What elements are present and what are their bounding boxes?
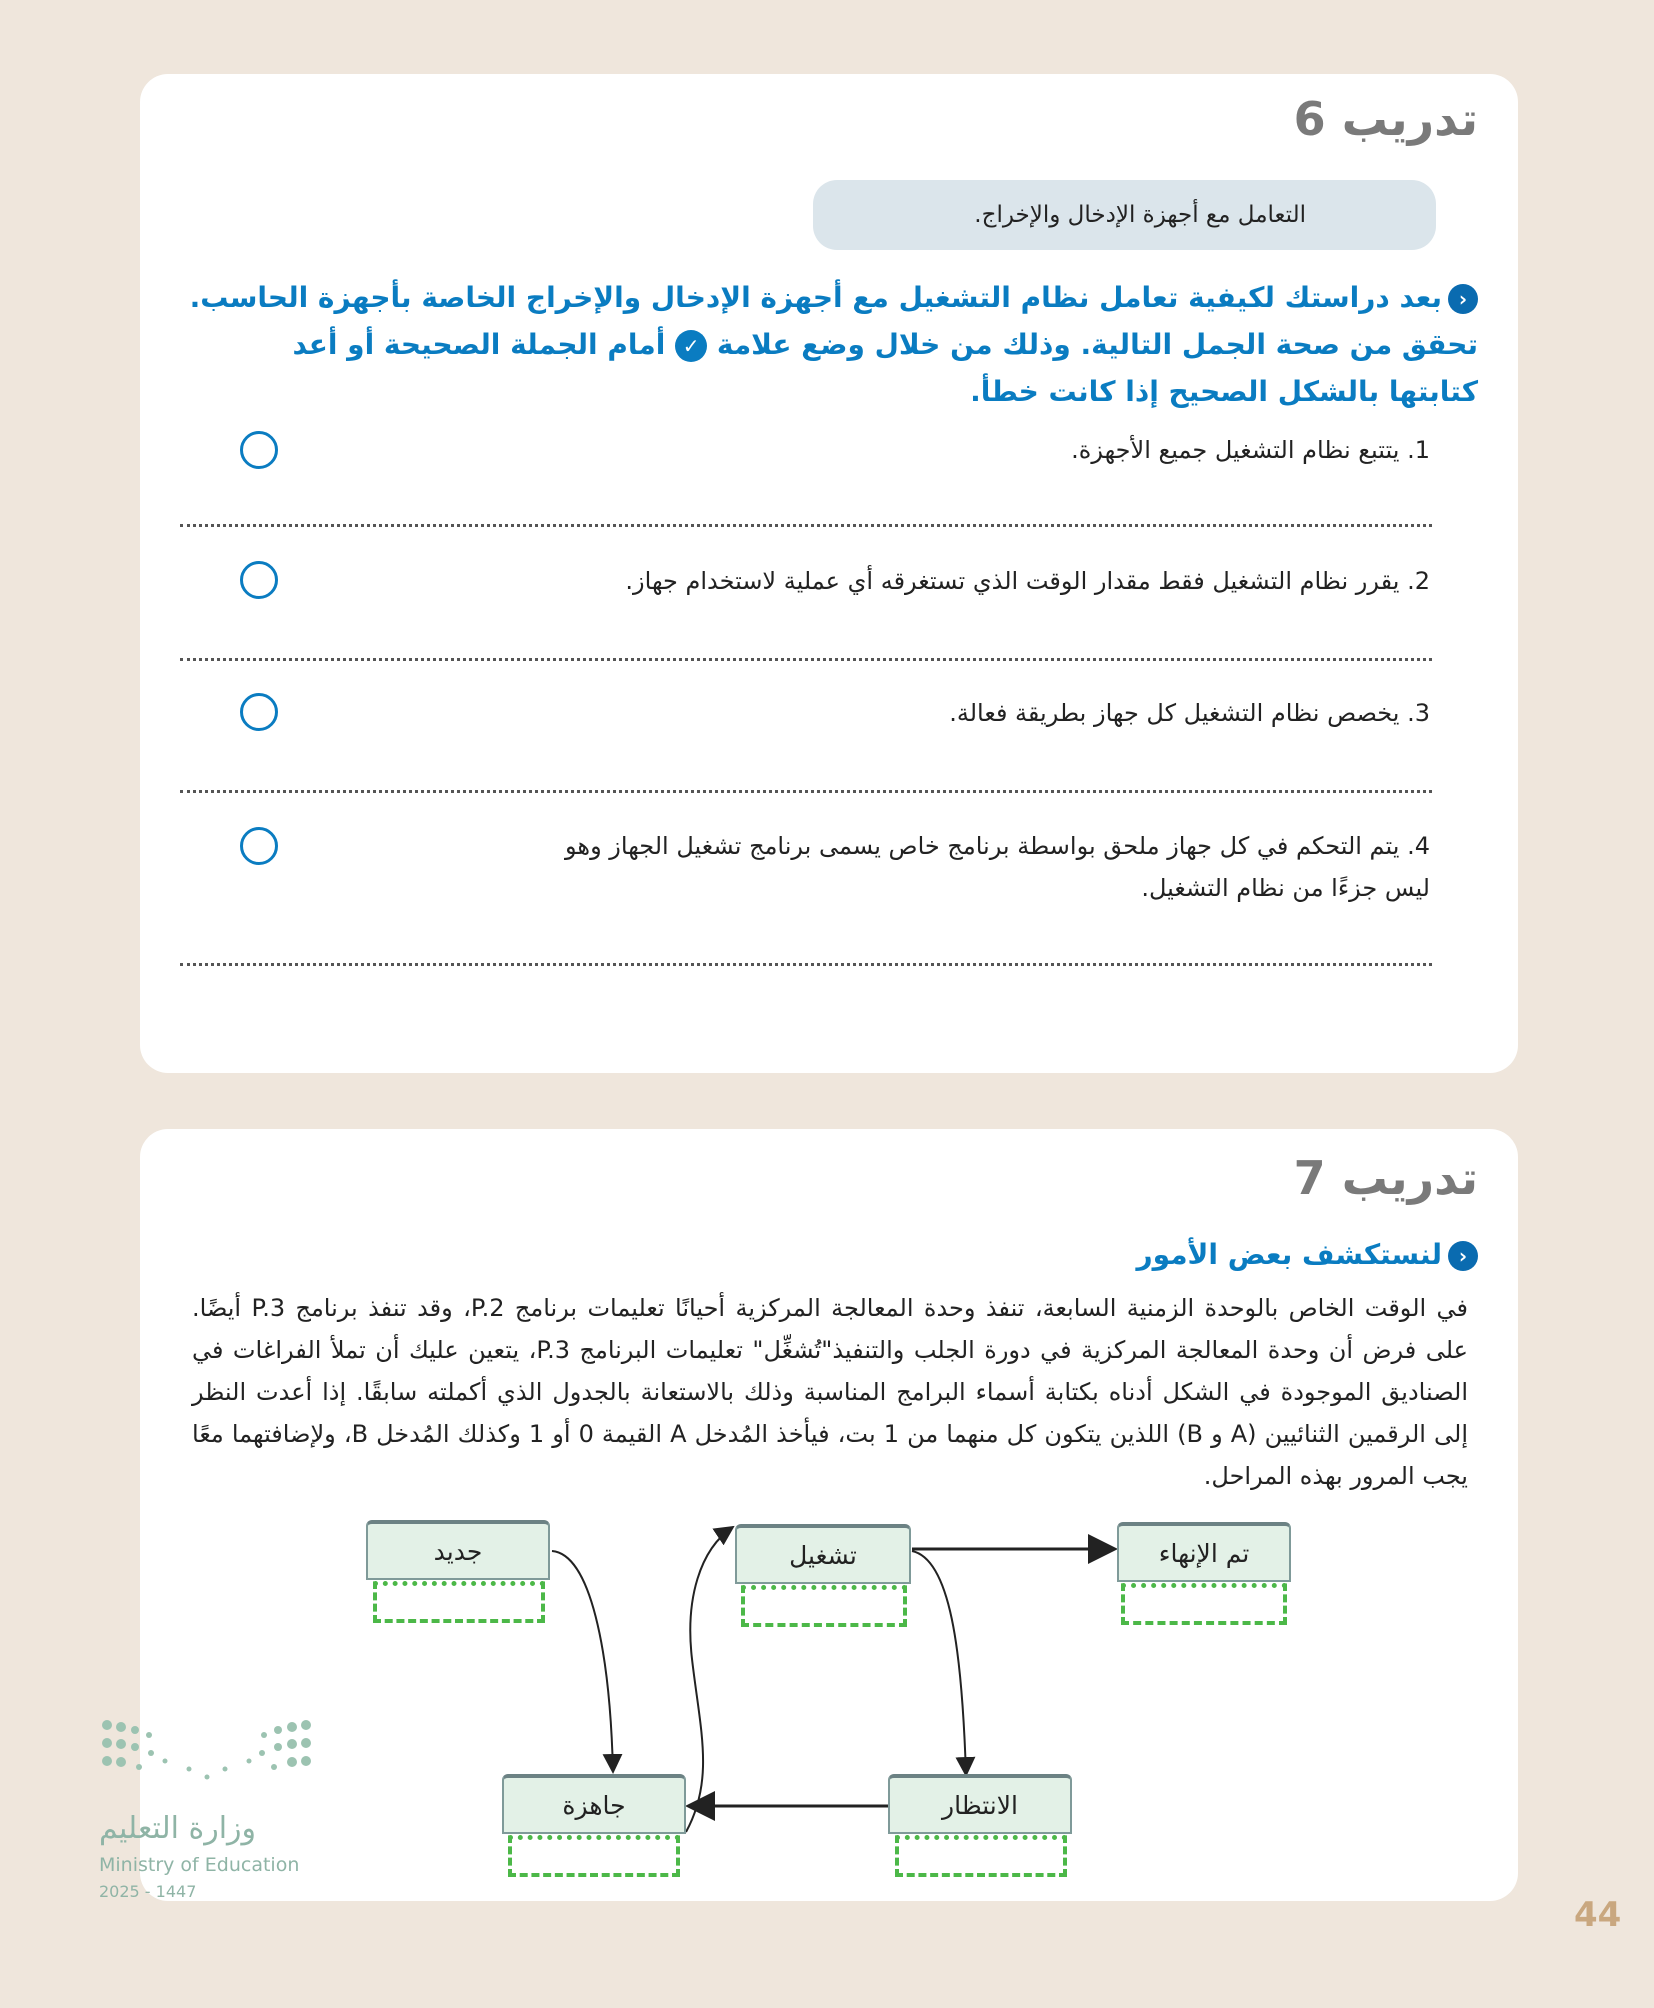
blank-new[interactable] <box>373 1581 545 1623</box>
answer-circle-4[interactable] <box>240 827 278 865</box>
exercise-6-title: تدريب 6 <box>1293 92 1478 146</box>
state-diagram-arrows <box>140 1129 1518 1901</box>
check-icon: ✓ <box>675 330 707 362</box>
logo-arabic: وزارة التعليم <box>99 1811 257 1846</box>
instruction-line: أمام الجملة الصحيحة أو أعد <box>292 328 666 361</box>
arrow-running-to-waiting <box>912 1551 966 1775</box>
arrow-new-to-ready <box>552 1551 613 1772</box>
blank-waiting[interactable] <box>895 1835 1067 1877</box>
question-4: 4. يتم التحكم في كل جهاز ملحق بواسطة برنامج خاص يسمى برنامج تشغيل الجهاز وهو ليس جزءًا من نظام التشغيل. <box>565 832 1430 902</box>
page-number: 44 <box>1574 1895 1622 1935</box>
answer-circle-2[interactable] <box>240 561 278 599</box>
subtitle-text: لنستكشف بعض الأمور <box>1136 1238 1442 1271</box>
instruction-line: تحقق من صحة الجمل التالية. وذلك من خلال وضع علامة <box>716 328 1478 361</box>
blank-terminated[interactable] <box>1121 1583 1287 1625</box>
logo-dots-icon <box>99 1717 314 1787</box>
state-ready: جاهزة <box>502 1774 686 1834</box>
answer-line-1[interactable] <box>180 524 1432 527</box>
logo-english: Ministry of Education <box>99 1854 300 1876</box>
arrow-ready-to-running <box>686 1527 733 1832</box>
blank-running[interactable] <box>741 1585 907 1627</box>
answer-line-2[interactable] <box>180 658 1432 661</box>
exercise-7-title: تدريب 7 <box>1293 1151 1478 1205</box>
state-waiting: الانتظار <box>888 1774 1072 1834</box>
blank-ready[interactable] <box>508 1835 680 1877</box>
state-new: جديد <box>366 1520 550 1580</box>
question-2: 2. يقرر نظام التشغيل فقط مقدار الوقت الذي تستغرقه أي عملية لاستخدام جهاز. <box>625 567 1430 595</box>
state-terminated: تم الإنهاء <box>1117 1522 1291 1582</box>
answer-line-3[interactable] <box>180 790 1432 793</box>
instruction-line: كتابتها بالشكل الصحيح إذا كانت خطأ. <box>970 375 1478 408</box>
answer-line-4[interactable] <box>180 963 1432 966</box>
exercise-paragraph: في الوقت الخاص بالوحدة الزمنية السابعة، تنفذ وحدة المعالجة المركزية أحيانًا تعليمات برنامج P.2، وقد تنفذ برنامج P.3 أيضًا. على فرض أن وحدة المعالجة المركزية في دورة الجلب والتنفيذ"تُشغِّل" تعليمات البرنامج P.3، يتعين عليك أن تملأ الفراغات في الصناديق الموجودة في الشكل أدناه بكتابة أسماء البرامج المناسبة وذلك بالاستعانة بالجدول الذي أكملته سابقًا. إذا أعدت النظر إلى الرقمين الثنائيين (A و B) اللذين يتكون كل منهما من 1 بت، فيأخذ المُدخل A القيمة 0 أو 1 وكذلك المُدخل B، ولإضافتهما معًا يجب المرور بهذه المراحل. <box>192 1294 1469 1490</box>
exercise-7-card <box>140 1129 1518 1901</box>
topic-label: التعامل مع أجهزة الإدخال والإخراج. <box>813 180 1436 250</box>
chevron-icon: ‹ <box>1448 284 1478 314</box>
ministry-logo <box>99 1717 314 1901</box>
question-1: 1. يتتبع نظام التشغيل جميع الأجهزة. <box>1071 436 1430 464</box>
state-running: تشغيل <box>735 1524 911 1584</box>
instruction-line: بعد دراستك لكيفية تعامل نظام التشغيل مع أجهزة الإدخال والإخراج الخاصة بأجهزة الحاسب. <box>189 281 1442 314</box>
logo-year: 2025 - 1447 <box>99 1882 197 1901</box>
answer-circle-1[interactable] <box>240 431 278 469</box>
chevron-icon: ‹ <box>1448 1241 1478 1271</box>
question-3: 3. يخصص نظام التشغيل كل جهاز بطريقة فعالة. <box>949 699 1430 727</box>
answer-circle-3[interactable] <box>240 693 278 731</box>
instructions <box>188 274 1478 415</box>
exercise-6-card <box>140 74 1518 1073</box>
